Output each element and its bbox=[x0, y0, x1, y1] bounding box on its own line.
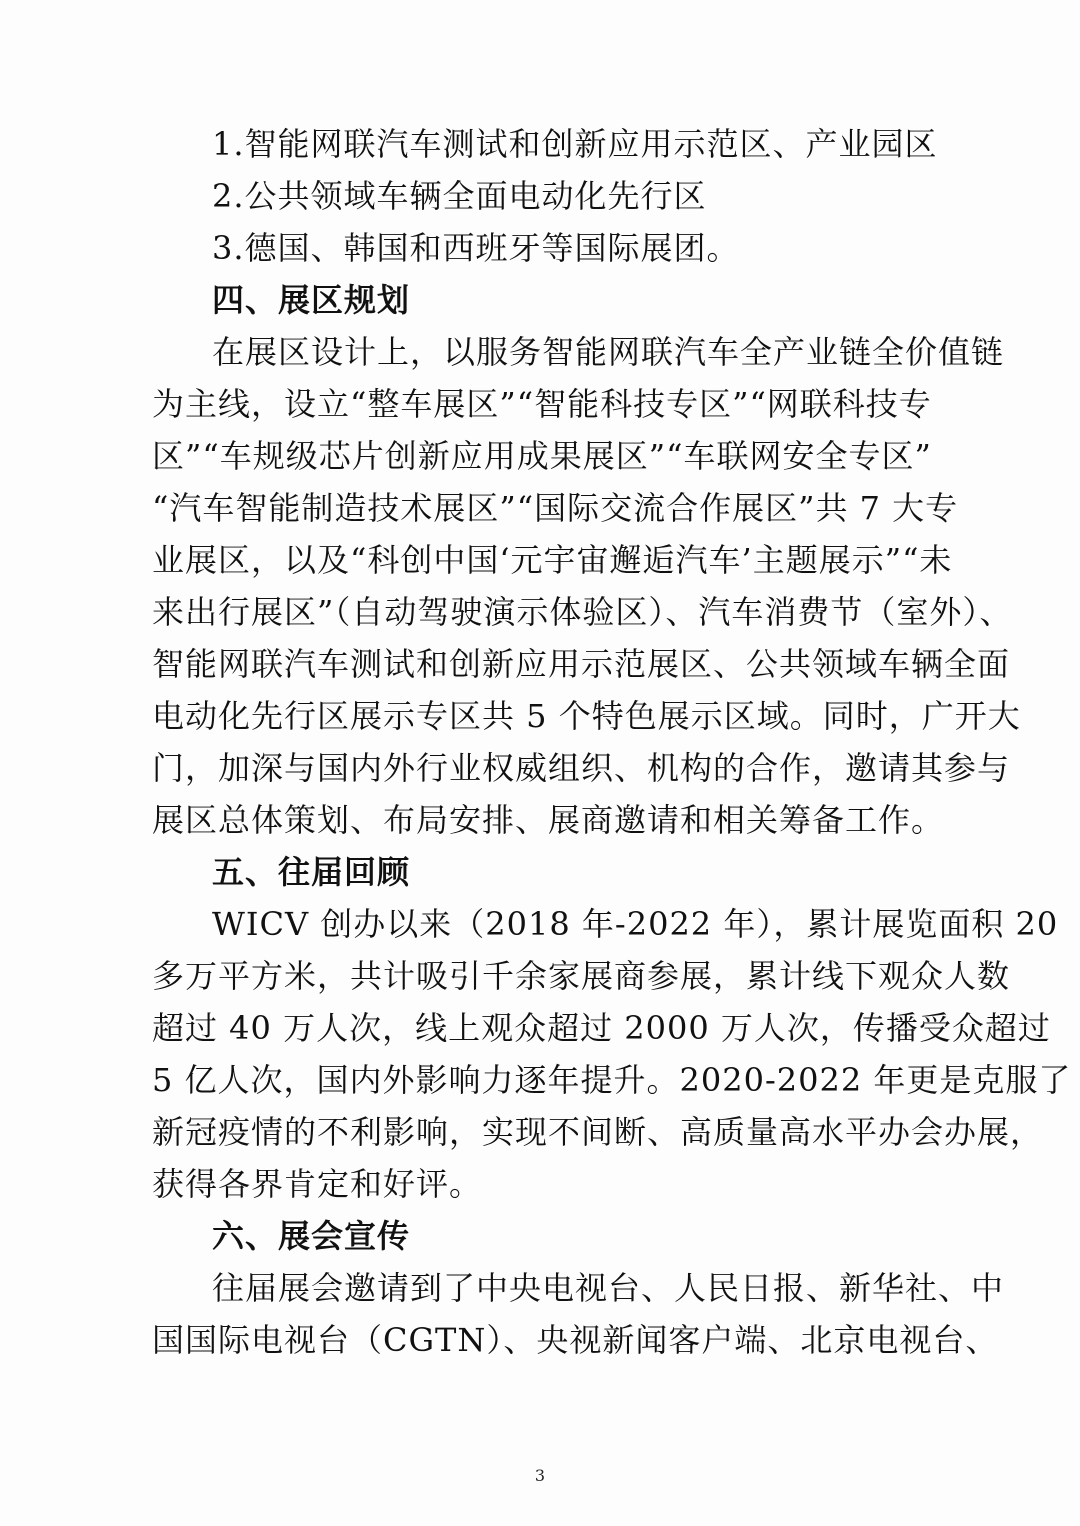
paragraph-line: 门，加深与国内外行业权威组织、机构的合作，邀请其参与 bbox=[152, 749, 1011, 787]
paragraph-line: 超过 40 万人次，线上观众超过 2000 万人次，传播受众超过 bbox=[152, 1009, 1051, 1047]
paragraph-line: 5 亿人次，国内外影响力逐年提升。2020-2022 年更是克服了 bbox=[152, 1061, 1072, 1099]
paragraph-line: 国国际电视台（CGTN）、央视新闻客户端、北京电视台、 bbox=[152, 1321, 999, 1359]
paragraph-line: 业展区，以及“科创中国‘元宇宙邂逅汽车’主题展示”“未 bbox=[152, 541, 953, 579]
document-body bbox=[152, 118, 1072, 1366]
section-heading-past-review: 五、往届回顾 bbox=[212, 853, 411, 891]
list-item-2: 2.公共领域车辆全面电动化先行区 bbox=[212, 177, 707, 215]
list-item-1: 1.智能网联汽车测试和创新应用示范区、产业园区 bbox=[212, 125, 938, 163]
paragraph-line: WICV 创办以来（2018 年-2022 年），累计展览面积 20 bbox=[212, 905, 1059, 943]
paragraph-line: 在展区设计上，以服务智能网联汽车全产业链全价值链 bbox=[212, 333, 1005, 371]
paragraph-line: 新冠疫情的不利影响，实现不间断、高质量高水平办会办展， bbox=[152, 1113, 1044, 1151]
paragraph-line: 为主线，设立“整车展区”“智能科技专区”“网联科技专 bbox=[152, 385, 932, 423]
paragraph-line: 往届展会邀请到了中央电视台、人民日报、新华社、中 bbox=[212, 1269, 1005, 1307]
list-item-3: 3.德国、韩国和西班牙等国际展团。 bbox=[212, 229, 740, 267]
section-heading-exhibition-planning: 四、展区规划 bbox=[212, 281, 411, 319]
paragraph-line: 展区总体策划、布局安排、展商邀请和相关筹备工作。 bbox=[152, 801, 945, 839]
paragraph-line: 获得各界肯定和好评。 bbox=[152, 1165, 483, 1203]
section-heading-publicity: 六、展会宣传 bbox=[212, 1217, 411, 1255]
paragraph-line: 智能网联汽车测试和创新应用示范展区、公共领域车辆全面 bbox=[152, 645, 1011, 683]
paragraph-line: 区”“车规级芯片创新应用成果展区”“车联网安全专区” bbox=[152, 437, 932, 475]
paragraph-line: “汽车智能制造技术展区”“国际交流合作展区”共 7 大专 bbox=[152, 489, 959, 527]
paragraph-line: 电动化先行区展示专区共 5 个特色展示区域。同时，广开大 bbox=[152, 697, 1021, 735]
page-number: 3 bbox=[534, 1466, 546, 1485]
paragraph-line: 多万平方米，共计吸引千余家展商参展，累计线下观众人数 bbox=[152, 957, 1011, 995]
paragraph-line: 来出行展区”（自动驾驶演示体验区）、汽车消费节（室外）、 bbox=[152, 593, 1013, 631]
